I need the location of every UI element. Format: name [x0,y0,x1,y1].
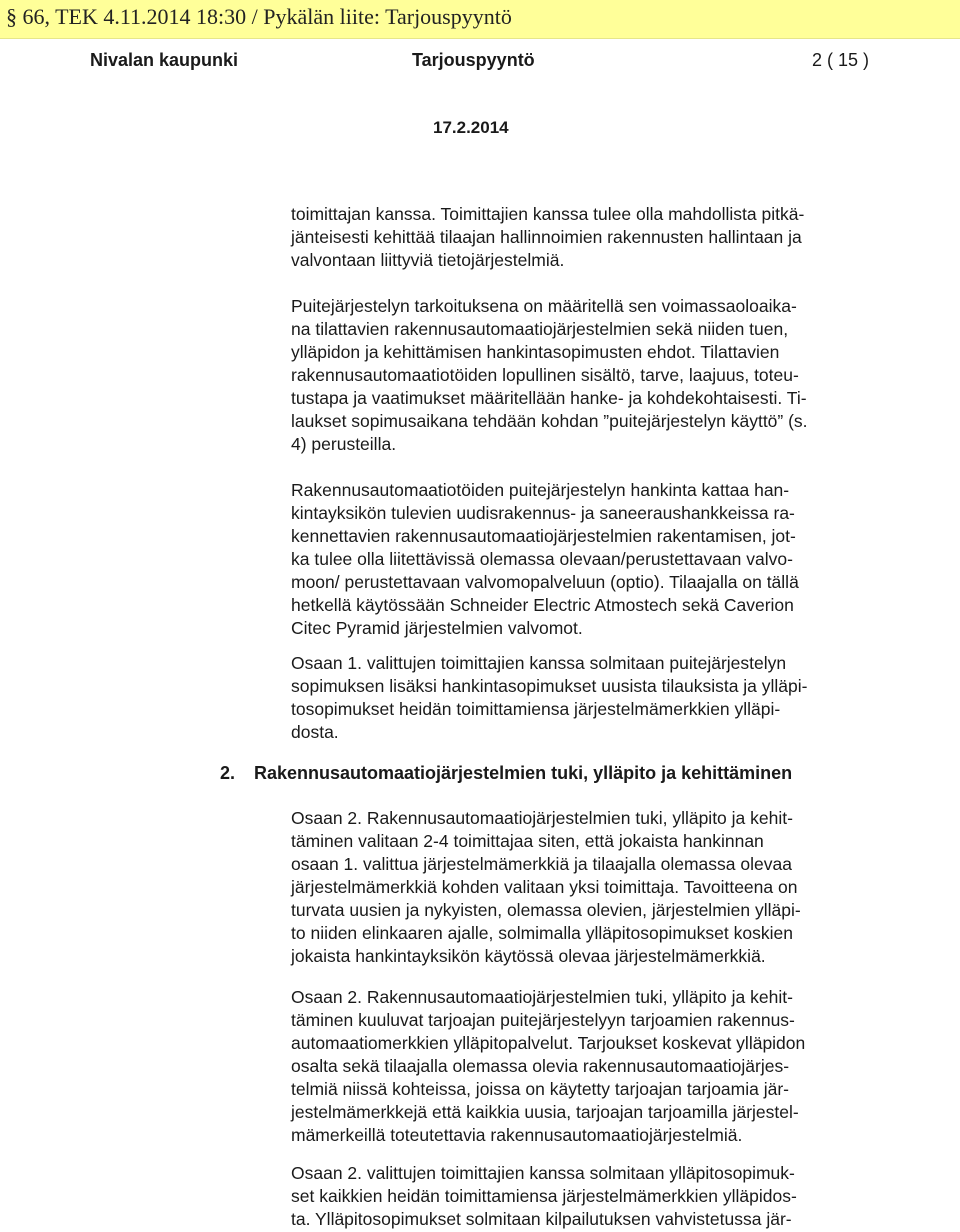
paragraph-line: telmiä niissä kohteissa, joissa on käytetty tarjoajan tarjoamia jär- [291,1079,789,1099]
paragraph-line: Osaan 2. Rakennusautomaatiojärjestelmien tuki, ylläpito ja kehit- [291,987,793,1007]
paragraph-line: järjestelmämerkkiä kohden valitaan yksi toimittaja. Tavoitteena on [291,877,798,897]
paragraph-line: rakennusautomaatiotöiden lopullinen sisältö, tarve, laajuus, toteu- [291,365,799,385]
paragraph-5 [291,807,881,968]
paragraph-7 [291,1162,881,1231]
paragraph-line: jestelmämerkkejä että kaikkia uusia, tarjoajan tarjoamilla järjestel- [291,1102,799,1122]
banner-text: § 66, TEK 4.11.2014 18:30 / Pykälän liite: Tarjouspyyntö [6,4,512,29]
paragraph-line: 4) perusteilla. [291,434,397,454]
paragraph-line: na tilattavien rakennusautomaatiojärjestelmien sekä niiden tuen, [291,319,789,339]
paragraph-line: Puitejärjestelyn tarkoituksena on määritellä sen voimassaoloaika- [291,296,797,316]
paragraph-line: mämerkeillä toteutettavia rakennusautomaatiojärjestelmiä. [291,1125,743,1145]
paragraph-line: toimittajan kanssa. Toimittajien kanssa tulee olla mahdollista pitkä- [291,204,805,224]
paragraph-line: ylläpidon ja kehittämisen hankintasopimusten ehdot. Tilattavien [291,342,780,362]
paragraph-line: automaatiomerkkien ylläpitopalvelut. Tarjoukset koskevat ylläpidon [291,1033,806,1053]
paragraph-3 [291,479,881,640]
paragraph-line: Osaan 1. valittujen toimittajien kanssa solmitaan puitejärjestelyn [291,653,787,673]
section-heading [220,763,792,784]
header-page-number: 2 ( 15 ) [812,50,870,70]
paragraph-line: dosta. [291,722,339,742]
paragraph-line: Osaan 2. Rakennusautomaatiojärjestelmien tuki, ylläpito ja kehit- [291,808,793,828]
header-date: 17.2.2014 [433,118,509,137]
paragraph-2 [291,295,881,456]
paragraph-line: sopimuksen lisäksi hankintasopimukset uusista tilauksista ja ylläpi- [291,676,808,696]
paragraph-6 [291,986,881,1147]
paragraph-line: jokaista hankintayksikön käytössä olevaa järjestelmämerkkiä. [291,946,766,966]
paragraph-line: osaan 1. valittua järjestelmämerkkiä ja tilaajalla olemassa olevaa [291,854,792,874]
paragraph-line: osalta sekä tilaajalla olemassa olevia rakennusautomaatiojärjes- [291,1056,790,1076]
pykala-banner [0,0,960,39]
paragraph-4 [291,652,881,744]
paragraph-line: set kaikkien heidän toimittamiensa järjestelmämerkkien ylläpidos- [291,1186,797,1206]
header-document-title: Tarjouspyyntö [412,50,535,70]
paragraph-line: täminen kuuluvat tarjoajan puitejärjestelyyn tarjoamien rakennus- [291,1010,795,1030]
paragraph-line: valvontaan liittyviä tietojärjestelmiä. [291,250,565,270]
paragraph-line: Rakennusautomaatiotöiden puitejärjestelyn hankinta kattaa han- [291,480,790,500]
paragraph-line: täminen valitaan 2-4 toimittajaa siten, että jokaista hankinnan [291,831,764,851]
paragraph-line: turvata uusien ja nykyisten, olemassa olevien, järjestelmien ylläpi- [291,900,801,920]
paragraph-line: ta. Ylläpitosopimukset solmitaan kilpailutuksen vahvistetussa jär- [291,1209,792,1229]
section-title: Rakennusautomaatiojärjestelmien tuki, ylläpito ja kehittäminen [254,763,793,783]
paragraph-1 [291,203,881,272]
paragraph-line: moon/ perustettavaan valvomopalveluun (optio). Tilaajalla on tällä [291,572,799,592]
paragraph-line: kintayksikön tulevien uudisrakennus- ja saneeraushankkeissa ra- [291,503,795,523]
paragraph-line: ka tulee olla liitettävissä olemassa olevaan/perustettavaan valvo- [291,549,793,569]
section-number: 2. [220,763,236,783]
paragraph-line: kennettavien rakennusautomaatiojärjestelmien rakentamisen, jot- [291,526,796,546]
paragraph-line: tosopimukset heidän toimittamiensa järjestelmämerkkien ylläpi- [291,699,781,719]
paragraph-line: hetkellä käytössään Schneider Electric Atmostech sekä Caverion [291,595,794,615]
paragraph-line: Osaan 2. valittujen toimittajien kanssa solmitaan ylläpitosopimuk- [291,1163,795,1183]
paragraph-line: to niiden elinkaaren ajalle, solmimalla ylläpitosopimukset koskien [291,923,793,943]
header-organization: Nivalan kaupunki [90,50,239,70]
paragraph-line: tustapa ja vaatimukset määritellään hanke- ja kohdekohtaisesti. Ti- [291,388,807,408]
paragraph-line: laukset sopimusaikana tehdään kohdan ”puitejärjestelyn käyttö” (s. [291,411,808,431]
paragraph-line: Citec Pyramid järjestelmien valvomot. [291,618,583,638]
paragraph-line: jänteisesti kehittää tilaajan hallinnoimien rakennusten hallintaan ja [291,227,802,247]
